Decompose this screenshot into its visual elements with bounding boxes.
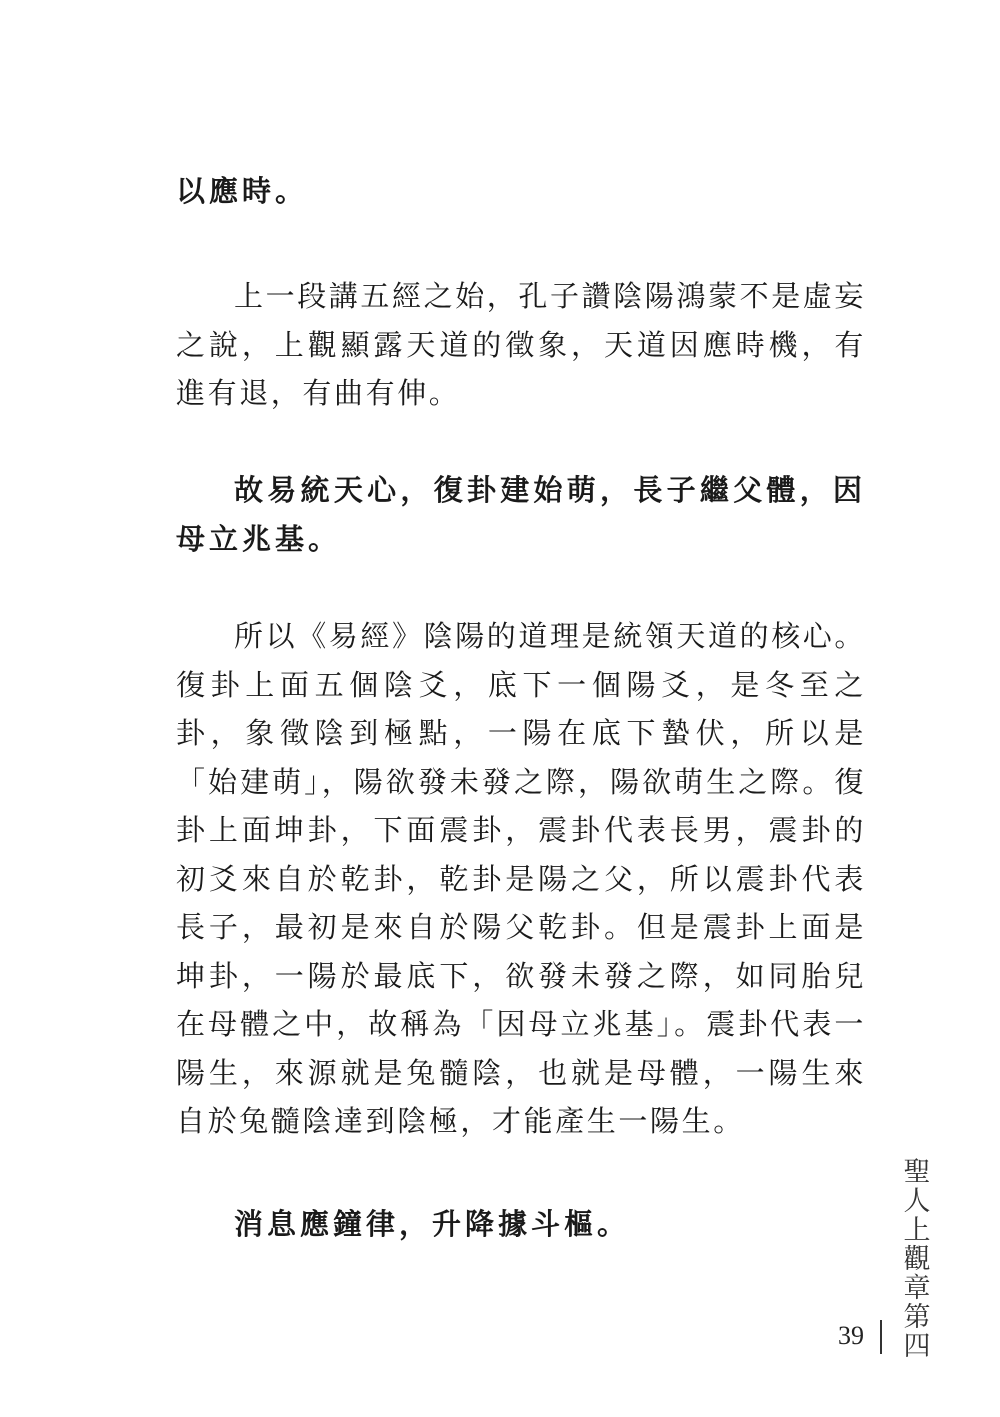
paragraph-verse-2: 消息應鐘律，升降據斗樞。: [234, 1207, 631, 1241]
paragraph-commentary-2: 所以《易經》陰陽的道理是統領天道的核心。復卦上面五個陰爻，底下一個陽爻，是冬至之卦，象徵陰到極點，一陽在底下蟄伏，所以是「始建萌」，陽欲發未發之際，陽欲萌生之際。復卦上面坤卦，下面震卦，震卦代表長男，震卦的初爻來自於乾卦，乾卦是陽之父，所以震卦代表長子，最初是來自於陽父乾卦。但是震卦上面是坤卦，一陽於最底下，欲發未發之際，如同胎兒在母體之中，故稱為「因母立兆基」。震卦代表一陽生，來源就是兔髓陰，也就是母體，一陽生來自於兔髓陰達到陰極，才能產生一陽生。: [176, 619, 867, 1138]
paragraph-verse-1: 故易統天心，復卦建始萌，長子繼父體，因母立兆基。: [176, 473, 866, 556]
paragraph-commentary-1: 上一段講五經之始，孔子讚陰陽鴻蒙不是虛妄之說，上觀顯露天道的徵象，天道因應時機，有進有退，有曲有伸。: [176, 279, 867, 410]
page-number-divider: [880, 1320, 882, 1354]
running-chapter-title: 聖人上觀章第四: [903, 1157, 931, 1362]
page-number: 39: [838, 1321, 864, 1350]
paragraph-verse-continuation: 以應時。: [176, 174, 309, 208]
